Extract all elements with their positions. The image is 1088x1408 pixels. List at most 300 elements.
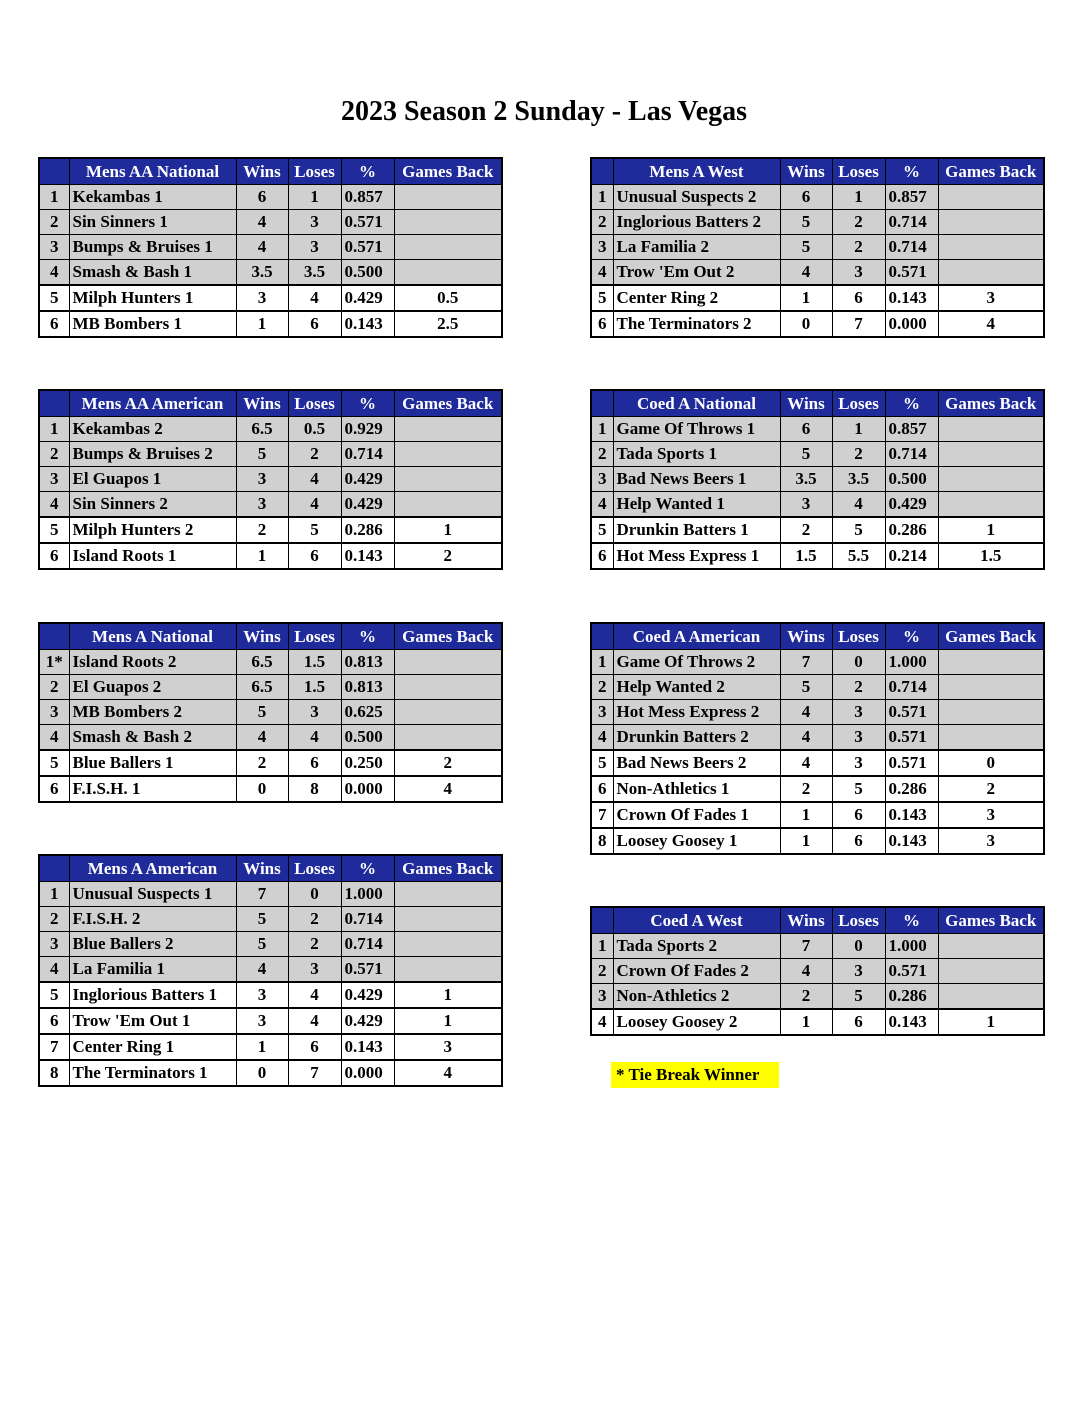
loses-header: Loses <box>288 158 341 185</box>
rank-cell: 2 <box>39 210 69 235</box>
table-row <box>39 1060 502 1086</box>
rank-cell: 4 <box>39 725 69 751</box>
table-header-row <box>591 907 1044 934</box>
games-back-cell <box>938 235 1044 260</box>
wins-cell: 6 <box>780 185 832 210</box>
wins-cell: 4 <box>236 210 288 235</box>
games-back-cell <box>394 650 502 675</box>
rank-cell: 2 <box>591 442 613 467</box>
rank-cell: 1 <box>591 185 613 210</box>
wins-cell: 2 <box>780 517 832 543</box>
team-name: The Terminators 1 <box>69 1060 236 1086</box>
rank-cell: 4 <box>591 492 613 518</box>
games-back-cell <box>394 417 502 442</box>
games-back-cell <box>394 442 502 467</box>
team-name: F.I.S.H. 2 <box>69 907 236 932</box>
loses-cell: 6 <box>288 543 341 569</box>
games-back-header: Games Back <box>938 623 1044 650</box>
wins-cell: 1 <box>236 1034 288 1060</box>
pct-cell: 0.143 <box>885 285 938 311</box>
table-row <box>39 700 502 725</box>
loses-cell: 2 <box>832 210 885 235</box>
wins-cell: 5 <box>780 235 832 260</box>
rank-cell: 6 <box>591 776 613 802</box>
loses-cell: 2 <box>832 235 885 260</box>
pct-cell: 0.857 <box>885 185 938 210</box>
team-name: Hot Mess Express 1 <box>613 543 780 569</box>
games-back-cell: 1 <box>938 517 1044 543</box>
table-row <box>591 311 1044 337</box>
pct-cell: 0.000 <box>885 311 938 337</box>
team-name: Inglorious Batters 2 <box>613 210 780 235</box>
loses-cell: 8 <box>288 776 341 802</box>
wins-cell: 4 <box>236 235 288 260</box>
pct-cell: 0.571 <box>885 959 938 984</box>
loses-cell: 1 <box>832 417 885 442</box>
rank-cell: 3 <box>39 467 69 492</box>
standings-table-mens-aa-national <box>38 157 503 338</box>
rank-header <box>39 855 69 882</box>
games-back-cell <box>938 700 1044 725</box>
wins-cell: 4 <box>236 725 288 751</box>
table-row <box>591 1009 1044 1035</box>
wins-cell: 5 <box>780 675 832 700</box>
games-back-cell <box>938 675 1044 700</box>
table-row <box>39 776 502 802</box>
pct-cell: 0.571 <box>341 210 394 235</box>
games-back-cell: 1 <box>394 517 502 543</box>
games-back-cell <box>938 442 1044 467</box>
rank-header <box>591 390 613 417</box>
loses-header: Loses <box>288 390 341 417</box>
team-name: Hot Mess Express 2 <box>613 700 780 725</box>
table-row <box>39 492 502 518</box>
rank-cell: 5 <box>39 285 69 311</box>
standings-table-coed-a-american <box>590 622 1045 855</box>
wins-cell: 3 <box>236 982 288 1008</box>
wins-cell: 2 <box>780 984 832 1010</box>
wins-cell: 2 <box>780 776 832 802</box>
team-name: Blue Ballers 1 <box>69 750 236 776</box>
games-back-cell <box>938 934 1044 959</box>
pct-cell: 0.500 <box>341 725 394 751</box>
loses-cell: 4 <box>288 725 341 751</box>
table-row <box>39 932 502 957</box>
loses-cell: 5 <box>832 776 885 802</box>
games-back-cell: 0.5 <box>394 285 502 311</box>
games-back-cell: 3 <box>394 1034 502 1060</box>
table-row <box>591 828 1044 854</box>
division-name: Mens A National <box>69 623 236 650</box>
team-name: Non-Athletics 1 <box>613 776 780 802</box>
rank-cell: 4 <box>39 492 69 518</box>
loses-header: Loses <box>832 390 885 417</box>
table-row <box>39 517 502 543</box>
team-name: Bad News Beers 2 <box>613 750 780 776</box>
wins-cell: 3 <box>236 492 288 518</box>
pct-cell: 0.429 <box>341 1008 394 1034</box>
wins-cell: 2 <box>236 517 288 543</box>
wins-cell: 4 <box>780 700 832 725</box>
page-title: 2023 Season 2 Sunday - Las Vegas <box>340 96 748 127</box>
pct-header: % <box>341 158 394 185</box>
games-back-cell <box>938 467 1044 492</box>
games-back-cell <box>394 675 502 700</box>
loses-cell: 3 <box>832 725 885 751</box>
pct-cell: 0.286 <box>341 517 394 543</box>
wins-cell: 5 <box>236 700 288 725</box>
team-name: Trow 'Em Out 2 <box>613 260 780 286</box>
team-name: Sin Sinners 1 <box>69 210 236 235</box>
pct-cell: 0.571 <box>885 725 938 751</box>
games-back-cell: 0 <box>938 750 1044 776</box>
games-back-cell <box>394 700 502 725</box>
loses-cell: 2 <box>288 442 341 467</box>
rank-cell: 6 <box>39 543 69 569</box>
team-name: Trow 'Em Out 1 <box>69 1008 236 1034</box>
wins-cell: 5 <box>236 932 288 957</box>
table-row <box>39 467 502 492</box>
loses-cell: 5 <box>832 984 885 1010</box>
team-name: Crown Of Fades 2 <box>613 959 780 984</box>
wins-cell: 2 <box>236 750 288 776</box>
wins-cell: 1 <box>236 543 288 569</box>
loses-cell: 4 <box>288 492 341 518</box>
loses-header: Loses <box>288 855 341 882</box>
team-name: Smash & Bash 1 <box>69 260 236 286</box>
pct-header: % <box>885 158 938 185</box>
loses-cell: 1.5 <box>288 650 341 675</box>
rank-cell: 6 <box>39 311 69 337</box>
division-name: Mens AA American <box>69 390 236 417</box>
standings-table-mens-a-west <box>590 157 1045 338</box>
pct-cell: 0.143 <box>341 311 394 337</box>
loses-cell: 4 <box>288 1008 341 1034</box>
division-name: Mens AA National <box>69 158 236 185</box>
loses-cell: 2 <box>288 932 341 957</box>
table-row <box>591 517 1044 543</box>
pct-cell: 0.714 <box>885 675 938 700</box>
games-back-cell: 1 <box>394 1008 502 1034</box>
table-row <box>591 543 1044 569</box>
team-name: Drunkin Batters 1 <box>613 517 780 543</box>
table-row <box>591 802 1044 828</box>
table-row <box>39 210 502 235</box>
wins-cell: 1 <box>236 311 288 337</box>
games-back-cell <box>938 984 1044 1010</box>
pct-cell: 0.500 <box>341 260 394 286</box>
team-name: Game Of Throws 1 <box>613 417 780 442</box>
team-name: Help Wanted 1 <box>613 492 780 518</box>
team-name: Non-Athletics 2 <box>613 984 780 1010</box>
games-back-header: Games Back <box>938 158 1044 185</box>
loses-cell: 7 <box>832 311 885 337</box>
team-name: Inglorious Batters 1 <box>69 982 236 1008</box>
pct-header: % <box>885 623 938 650</box>
wins-cell: 1 <box>780 802 832 828</box>
wins-cell: 6.5 <box>236 417 288 442</box>
division-name: Coed A American <box>613 623 780 650</box>
games-back-cell: 2 <box>394 750 502 776</box>
pct-cell: 0.143 <box>885 828 938 854</box>
pct-cell: 0.857 <box>341 185 394 210</box>
team-name: Loosey Goosey 2 <box>613 1009 780 1035</box>
rank-cell: 2 <box>591 210 613 235</box>
wins-cell: 5 <box>236 907 288 932</box>
rank-cell: 5 <box>39 517 69 543</box>
wins-cell: 6.5 <box>236 675 288 700</box>
games-back-cell <box>394 467 502 492</box>
rank-cell: 1 <box>591 650 613 675</box>
team-name: Help Wanted 2 <box>613 675 780 700</box>
games-back-header: Games Back <box>938 390 1044 417</box>
team-name: F.I.S.H. 1 <box>69 776 236 802</box>
games-back-cell: 1 <box>938 1009 1044 1035</box>
tie-break-note: * Tie Break Winner <box>611 1062 779 1088</box>
wins-header: Wins <box>780 623 832 650</box>
games-back-cell: 2.5 <box>394 311 502 337</box>
team-name: MB Bombers 2 <box>69 700 236 725</box>
loses-cell: 4 <box>288 285 341 311</box>
rank-cell: 5 <box>39 982 69 1008</box>
loses-cell: 5 <box>288 517 341 543</box>
team-name: El Guapos 2 <box>69 675 236 700</box>
division-name: Coed A West <box>613 907 780 934</box>
loses-cell: 2 <box>832 675 885 700</box>
division-name: Mens A American <box>69 855 236 882</box>
pct-cell: 1.000 <box>341 882 394 907</box>
team-name: Center Ring 1 <box>69 1034 236 1060</box>
table-header-row <box>39 855 502 882</box>
team-name: Unusual Suspects 2 <box>613 185 780 210</box>
games-back-header: Games Back <box>394 623 502 650</box>
rank-cell: 2 <box>39 442 69 467</box>
loses-cell: 6 <box>288 311 341 337</box>
games-back-cell <box>938 725 1044 751</box>
pct-cell: 0.143 <box>885 802 938 828</box>
games-back-cell: 2 <box>394 543 502 569</box>
rank-cell: 3 <box>591 235 613 260</box>
loses-cell: 6 <box>832 802 885 828</box>
loses-header: Loses <box>832 158 885 185</box>
table-row <box>39 725 502 751</box>
games-back-cell <box>938 210 1044 235</box>
pct-cell: 0.571 <box>885 260 938 286</box>
rank-cell: 1 <box>39 417 69 442</box>
games-back-cell <box>938 492 1044 518</box>
wins-cell: 3 <box>780 492 832 518</box>
table-row <box>591 750 1044 776</box>
pct-header: % <box>885 390 938 417</box>
wins-header: Wins <box>780 158 832 185</box>
pct-cell: 0.286 <box>885 776 938 802</box>
team-name: Blue Ballers 2 <box>69 932 236 957</box>
rank-cell: 1* <box>39 650 69 675</box>
pct-cell: 1.000 <box>885 650 938 675</box>
wins-header: Wins <box>236 390 288 417</box>
pct-cell: 0.286 <box>885 517 938 543</box>
team-name: Unusual Suspects 1 <box>69 882 236 907</box>
games-back-header: Games Back <box>938 907 1044 934</box>
wins-cell: 3 <box>236 285 288 311</box>
loses-cell: 3.5 <box>288 260 341 286</box>
rank-cell: 6 <box>39 776 69 802</box>
loses-cell: 0 <box>832 934 885 959</box>
team-name: Bumps & Bruises 1 <box>69 235 236 260</box>
standings-table-coed-a-west <box>590 906 1045 1036</box>
wins-cell: 0 <box>236 776 288 802</box>
loses-cell: 4 <box>832 492 885 518</box>
pct-cell: 0.000 <box>341 776 394 802</box>
rank-cell: 5 <box>591 285 613 311</box>
pct-cell: 0.714 <box>885 235 938 260</box>
table-row <box>39 543 502 569</box>
games-back-cell: 3 <box>938 802 1044 828</box>
team-name: Island Roots 1 <box>69 543 236 569</box>
wins-cell: 3.5 <box>236 260 288 286</box>
table-header-row <box>39 390 502 417</box>
games-back-cell <box>938 185 1044 210</box>
games-back-cell: 1.5 <box>938 543 1044 569</box>
table-header-row <box>591 390 1044 417</box>
games-back-cell <box>938 959 1044 984</box>
pct-cell: 0.429 <box>341 467 394 492</box>
table-row <box>39 1034 502 1060</box>
rank-header <box>591 907 613 934</box>
pct-cell: 0.714 <box>341 932 394 957</box>
games-back-cell <box>394 492 502 518</box>
loses-cell: 5.5 <box>832 543 885 569</box>
standings-table-mens-a-national <box>38 622 503 803</box>
wins-cell: 4 <box>780 959 832 984</box>
team-name: Center Ring 2 <box>613 285 780 311</box>
table-row <box>591 959 1044 984</box>
table-row <box>39 417 502 442</box>
team-name: Kekambas 2 <box>69 417 236 442</box>
rank-cell: 7 <box>591 802 613 828</box>
games-back-cell <box>394 260 502 286</box>
loses-cell: 6 <box>832 285 885 311</box>
wins-cell: 7 <box>236 882 288 907</box>
wins-cell: 1 <box>780 1009 832 1035</box>
team-name: Loosey Goosey 1 <box>613 828 780 854</box>
wins-cell: 6 <box>236 185 288 210</box>
table-row <box>39 311 502 337</box>
table-row <box>591 700 1044 725</box>
table-row <box>591 442 1044 467</box>
loses-cell: 3 <box>832 700 885 725</box>
loses-cell: 0.5 <box>288 417 341 442</box>
games-back-cell <box>938 260 1044 286</box>
team-name: Bad News Beers 1 <box>613 467 780 492</box>
table-row <box>39 442 502 467</box>
rank-cell: 1 <box>591 934 613 959</box>
pct-cell: 0.429 <box>885 492 938 518</box>
table-row <box>591 725 1044 751</box>
division-name: Coed A National <box>613 390 780 417</box>
loses-header: Loses <box>288 623 341 650</box>
table-row <box>39 285 502 311</box>
table-row <box>39 957 502 983</box>
loses-cell: 1 <box>288 185 341 210</box>
standings-table-mens-aa-american <box>38 389 503 570</box>
loses-cell: 6 <box>288 1034 341 1060</box>
pct-cell: 0.813 <box>341 675 394 700</box>
loses-cell: 7 <box>288 1060 341 1086</box>
team-name: Game Of Throws 2 <box>613 650 780 675</box>
wins-cell: 5 <box>780 442 832 467</box>
wins-cell: 7 <box>780 650 832 675</box>
rank-cell: 3 <box>39 932 69 957</box>
pct-cell: 0.857 <box>885 417 938 442</box>
standings-table-coed-a-national <box>590 389 1045 570</box>
rank-cell: 4 <box>591 725 613 751</box>
rank-cell: 2 <box>591 959 613 984</box>
rank-cell: 8 <box>591 828 613 854</box>
games-back-cell <box>394 882 502 907</box>
table-row <box>39 1008 502 1034</box>
loses-cell: 3.5 <box>832 467 885 492</box>
pct-cell: 0.929 <box>341 417 394 442</box>
table-row <box>591 675 1044 700</box>
loses-cell: 1.5 <box>288 675 341 700</box>
team-name: Tada Sports 2 <box>613 934 780 959</box>
pct-cell: 0.429 <box>341 285 394 311</box>
pct-cell: 0.714 <box>885 210 938 235</box>
table-row <box>591 984 1044 1010</box>
rank-cell: 4 <box>39 260 69 286</box>
wins-cell: 4 <box>236 957 288 983</box>
table-row <box>591 235 1044 260</box>
loses-cell: 5 <box>832 517 885 543</box>
loses-header: Loses <box>832 623 885 650</box>
loses-header: Loses <box>832 907 885 934</box>
rank-cell: 4 <box>591 1009 613 1035</box>
rank-header <box>39 390 69 417</box>
rank-cell: 3 <box>591 700 613 725</box>
wins-cell: 7 <box>780 934 832 959</box>
games-back-header: Games Back <box>394 158 502 185</box>
rank-cell: 2 <box>39 675 69 700</box>
rank-cell: 6 <box>39 1008 69 1034</box>
rank-header <box>39 158 69 185</box>
wins-cell: 4 <box>780 750 832 776</box>
pct-cell: 0.143 <box>341 1034 394 1060</box>
wins-cell: 3 <box>236 1008 288 1034</box>
wins-cell: 4 <box>780 260 832 286</box>
pct-header: % <box>885 907 938 934</box>
table-row <box>591 776 1044 802</box>
loses-cell: 6 <box>288 750 341 776</box>
wins-cell: 6 <box>780 417 832 442</box>
loses-cell: 3 <box>832 750 885 776</box>
team-name: Bumps & Bruises 2 <box>69 442 236 467</box>
wins-header: Wins <box>780 907 832 934</box>
wins-cell: 5 <box>780 210 832 235</box>
loses-cell: 0 <box>832 650 885 675</box>
table-row <box>591 492 1044 518</box>
team-name: La Familia 2 <box>613 235 780 260</box>
rank-cell: 6 <box>591 543 613 569</box>
rank-cell: 1 <box>39 185 69 210</box>
loses-cell: 6 <box>832 1009 885 1035</box>
loses-cell: 4 <box>288 982 341 1008</box>
table-row <box>39 982 502 1008</box>
wins-cell: 1 <box>780 828 832 854</box>
wins-cell: 3.5 <box>780 467 832 492</box>
loses-cell: 4 <box>288 467 341 492</box>
table-row <box>39 907 502 932</box>
